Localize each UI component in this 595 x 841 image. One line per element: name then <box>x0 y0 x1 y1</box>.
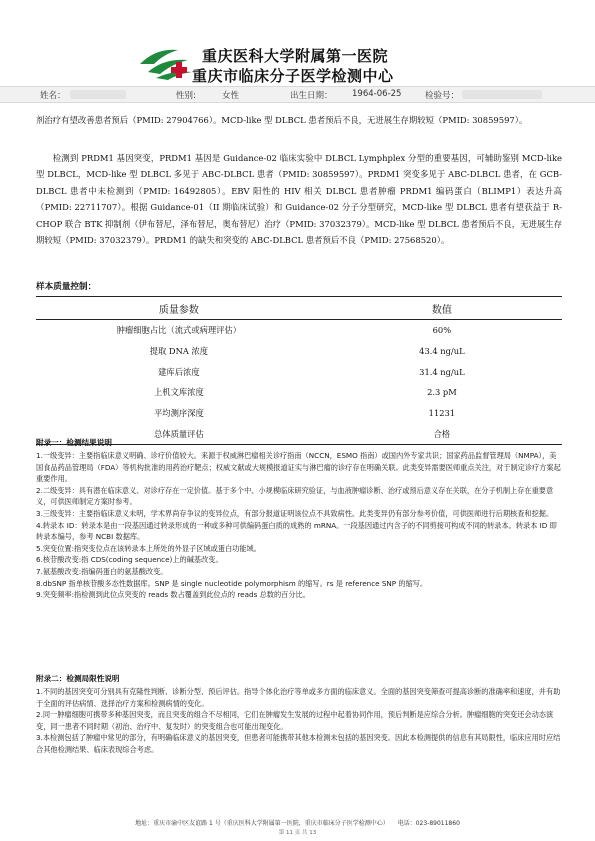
appendix1-list <box>36 450 562 601</box>
id-redacted <box>462 90 542 100</box>
param-cell: 建库后浓度 <box>158 366 200 377</box>
list-item: 4.转录本 ID：转录本是由一段基因通过转录形成的一种或多种可供编码蛋白质的成熟的 mRNA。一段基因通过内含子的不同剪接可构成不同的转录本。转录本 ID 即转录本编号，参考 NCBI 数据库。 <box>36 520 557 542</box>
table-row <box>36 382 562 403</box>
paragraph-prdm1: 检测到 PRDM1 基因突变，PRDM1 基因是 Guidance-02 临床实验中 DLBCL Lymphplex 分型的重要基因，可辅助鉴别 MCD-like 型 DLBCL，MCD-like 型 DLBCL 多见于 ABC-DLBCL 患者（PMID: 30859597）。PRDM1 突变多见于 ABC-DLBCL 患者，在 GCB-DLBCL 患者中未检测到（PMID: 16492805）。EBV 阳性的 HIV 相关 DLBCL 患者肿瘤 PRDM1 编码蛋白（BLIMP1）表达升高（PMID: 22711707）。根据 Guidance-01（II 期临床试验）和 Guidance-02 分子分型研究，MCD-like 型 DLBCL 患者有望获益于 R-CHOP 联合 BTK 抑制剂（伊布替尼，泽布替尼，奥布替尼）治疗（PMID: 37032379）。MCD-like 型 DLBCL 患者预后不良，无进展生存期较短（PMID: 37032379）。PRDM1 的缺失和突变的 ABC-DLBCL 患者预后不良（PMID: 27568520）。 <box>36 153 562 246</box>
appendix2-list <box>36 686 562 756</box>
list-item: 6.核苷酸改变:指 CDS(coding sequence)上的碱基改变。 <box>36 555 223 565</box>
appendix1-title: 附录一：检测结果说明 <box>36 438 112 447</box>
table-row <box>36 361 562 382</box>
paragraph-prognosis: 剂治疗有望改善患者预后（PMID: 27904766）。MCD-like 型 DLBCL 患者预后不良，无进展生存期较短（PMID: 30859597）。 <box>36 115 528 125</box>
list-item: 3.本检测包括了肿瘤中常见的部分，有明确临床意义的基因突变，但患者可能携带其他本检测未包括的基因突变。因此本检测提供的信息有其局限性，临床应用时应结合其他检测结果、临床表现综合考虑。 <box>36 733 561 754</box>
value-cell: 60% <box>432 325 452 336</box>
col-param-header: 质量参数 <box>36 297 322 320</box>
id-label: 检验号： <box>425 91 460 101</box>
appendix2-title: 附录二：检测局限性说明 <box>36 674 120 683</box>
table-row <box>36 403 562 424</box>
gender-label: 性别: <box>176 91 196 101</box>
quality-table <box>36 296 562 445</box>
list-item: 9.突变频率:指检测到此位点突变的 reads 数占覆盖到此位点的 reads 总数的百分比。 <box>36 590 310 600</box>
footer-address: 地址：重庆市渝中区友谊路 1 号（重庆医科大学附属第一医院，重庆市临床分子医学检测中心） 电话：023-89011860 <box>135 820 460 827</box>
list-item: 8.dbSNP 指单核苷酸多态性数据库。SNP 是 single nucleotide polymorphism 的缩写。rs 是 reference SNP 的缩写。 <box>36 578 428 588</box>
table-row <box>36 423 562 444</box>
list-item: 7.氨基酸改变:指编码蛋白的氨基酸改变。 <box>36 566 168 576</box>
quality-section-title: 样本质量控制： <box>36 282 97 292</box>
value-cell: 11231 <box>428 408 456 419</box>
list-item: 5.突变位置:指突变位点在该转录本上所处的外显子区域或蛋白功能域。 <box>36 543 261 553</box>
name-label: 姓名： <box>40 91 66 101</box>
patient-info-row <box>0 86 595 103</box>
center-name: 重庆市临床分子医学检测中心 <box>192 67 394 85</box>
param-cell: 肿瘤细胞占比（流式或病理评估） <box>116 325 242 336</box>
hospital-name: 重庆医科大学附属第一医院 <box>202 47 389 65</box>
dob-label: 出生日期： <box>290 91 333 101</box>
gender-value: 女性 <box>222 91 240 101</box>
value-cell: 43.4 ng/uL <box>419 346 465 357</box>
list-item: 2.同一肿瘤细胞可携带多种基因突变，而且突变的组合不尽相同，它们在肿瘤发生发展的过程中起着协同作用，预后判断是应综合分析。肿瘤细胞的突变还会动态演变，同一患者不同时期（初治、治疗中、复发时）的突变组合也可能出现变化。 <box>36 710 554 731</box>
page-number: 第 11 页 共 13 <box>278 830 317 836</box>
col-value-header: 数值 <box>322 297 562 320</box>
param-cell: 提取 DNA 浓度 <box>149 346 209 357</box>
dob-value: 1964-06-25 <box>352 89 402 99</box>
table-row <box>36 320 562 341</box>
param-cell: 上机文库浓度 <box>153 387 204 398</box>
list-item: 1.一级变异：主要指临床意义明确、诊疗价值较大。来源于权威淋巴瘤相关诊疗指南（NCCN，ESMO 指南）或国内外专家共识；国家药品监督管理局（NMPA），美国食品药品管理局（FDA）等机构批准的用药治疗靶点；权威文献或大规模报道证实与淋巴瘤的诊疗存在明确关联。此类变异需要医师重点关注，对于制定诊疗方案起重要作用。 <box>36 451 561 484</box>
param-cell: 总体质量评估 <box>36 423 322 444</box>
value-cell: 31.4 ng/uL <box>419 366 465 377</box>
list-item: 1.不同的基因突变可分别具有克隆性判断、诊断分型、预后评估。指导个体化治疗等单或多方面的临床意义。全面的基因突变筛查可提高诊断的准确率和速度，并有助于全面的评估病情、选择治疗方案和检测病情的变化。 <box>36 687 561 708</box>
value-cell: 合格 <box>322 423 562 444</box>
list-item: 2.二级变异：具有潜在临床意义、对诊疗存在一定价值。基于多个中、小规模临床研究验证，与血液肿瘤诊断、治疗或预后意义存在关联，在分子机制上存在重要意义，可供医师制定方案时参考。 <box>36 485 554 507</box>
hospital-logo <box>138 42 194 82</box>
param-cell: 平均测序深度 <box>153 408 204 419</box>
value-cell: 2.3 pM <box>427 387 457 398</box>
quality-table-header <box>36 297 562 320</box>
name-redacted <box>70 90 126 100</box>
table-row <box>36 341 562 362</box>
list-item: 3.三级变异：主要指临床意义未明，学术界尚存争议的变异位点，有部分报道证明该位点不具致病性。此类变异仍有部分参考价值，可供医师进行后期核查和挖掘。 <box>36 508 554 518</box>
